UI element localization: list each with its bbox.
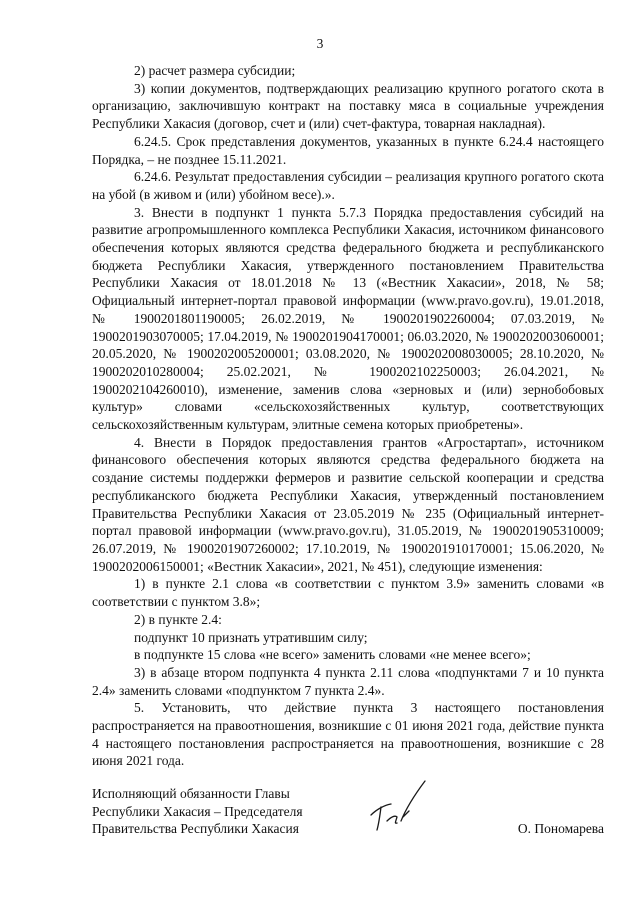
paragraph-3: 6.24.5. Срок представления документов, указанных в пункте 6.24.4 настоящего Порядка, – не позднее 15.11.2021. bbox=[92, 133, 604, 167]
paragraph-1: 2) расчет размера субсидии; bbox=[134, 63, 296, 78]
document-body bbox=[92, 62, 604, 770]
paragraph-5: 3. Внести в подпункт 1 пункта 5.7.3 Порядка предоставления субсидий на развитие агропромышленного комплекса Республики Хакасия, источником финансового обеспечения которых являются средства федерального бюджета и республиканского бюджета Республики Хакасия, утвержденного постановлением Правительства Республики Хакасия от 18.01.2018 № 13 («Вестник Хакасии», 2018, № 58; Официальный интернет-портал правовой информации (www.pravo.gov.ru), 19.01.2018, № 1900201801190005; 26.02.2019, № 1900201902260004; 07.03.2019, № 1900201903070005; 17.04.2019, № 1900201904170001; 06.03.2020, № 1900202003060001; 20.05.2020, № 1900202005200001; 03.08.2020, № 1900202008030005; 28.10.2020, № 1900202010280004; 25.02.2021, № 1900202102250003; 26.04.2021, № 1900202104260010), изменение, заменив слова «зерновых и (или) зернобобовых культур» словами «сельскохозяйственных культур, соответствующих сельскохозяйственным культурам, элитные семена которых приобретены». bbox=[92, 204, 604, 433]
paragraph-9: подпункт 10 признать утратившим силу; bbox=[134, 629, 368, 645]
signature-block bbox=[92, 785, 604, 838]
paragraph-7: 1) в пункте 2.1 слова «в соответствии с пунктом 3.9» заменить словами «в соответствии с пунктом 3.8»; bbox=[92, 576, 604, 610]
signer-name: О. Пономарева bbox=[517, 821, 604, 836]
handwritten-signature-icon bbox=[367, 777, 437, 835]
paragraph-12: 5. Установить, что действие пункта 3 настоящего постановления распространяется на правоотношения, возникшие с 01 июня 2021 года, действие пункта 4 настоящего постановления распространяется на правоотношения, возникшие с 28 июня 2021 года. bbox=[92, 700, 604, 769]
paragraph-2: 3) копии документов, подтверждающих реализацию крупного рогатого скота в организацию, заключившую контракт на поставку мяса в социальные учреждения Республики Хакасия (договор, счет и (или) счет-фактура, товарная накладная). bbox=[92, 80, 604, 132]
paragraph-8: 2) в пункте 2.4: bbox=[134, 611, 222, 627]
paragraph-4: 6.24.6. Результат предоставления субсидии – реализация крупного рогатого скота на убой (в живом и (или) убойном весе).». bbox=[92, 169, 604, 202]
page-number: 3 bbox=[316, 36, 324, 51]
signer-title-line-1: Исполняющий обязанности Главы bbox=[92, 786, 290, 801]
paragraph-11: 3) в абзаце втором подпункта 4 пункта 2.11 слова «подпунктами 7 и 10 пункта 2.4» заменить словами «подпунктом 7 пункта 2.4». bbox=[92, 664, 604, 698]
signer-title-line-2: Республики Хакасия – Председателя bbox=[92, 803, 303, 819]
signer-title-line-3: Правительства Республики Хакасия bbox=[92, 821, 299, 837]
paragraph-6: 4. Внести в Порядок предоставления грантов «Агростартап», источником финансового обеспечения которых являются средства федерального бюджета на создание системы поддержки фермеров и развитие сельской кооперации и средства республиканского бюджета Республики Хакасия, утвержденный постановлением Правительства Республики Хакасия от 23.05.2019 № 235 (Официальный интернет-портал правовой информации (www.pravo.gov.ru), 31.05.2019, № 1900201905310009; 26.07.2019, № 1900201907260002; 17.10.2019, № 1900201910170001; 15.06.2020, № 1900202006150001; «Вестник Хакасии», 2021, № 451), следующие изменения: bbox=[92, 434, 604, 574]
paragraph-10: в подпункте 15 слова «не всего» заменить словами «не менее всего»; bbox=[134, 647, 531, 663]
